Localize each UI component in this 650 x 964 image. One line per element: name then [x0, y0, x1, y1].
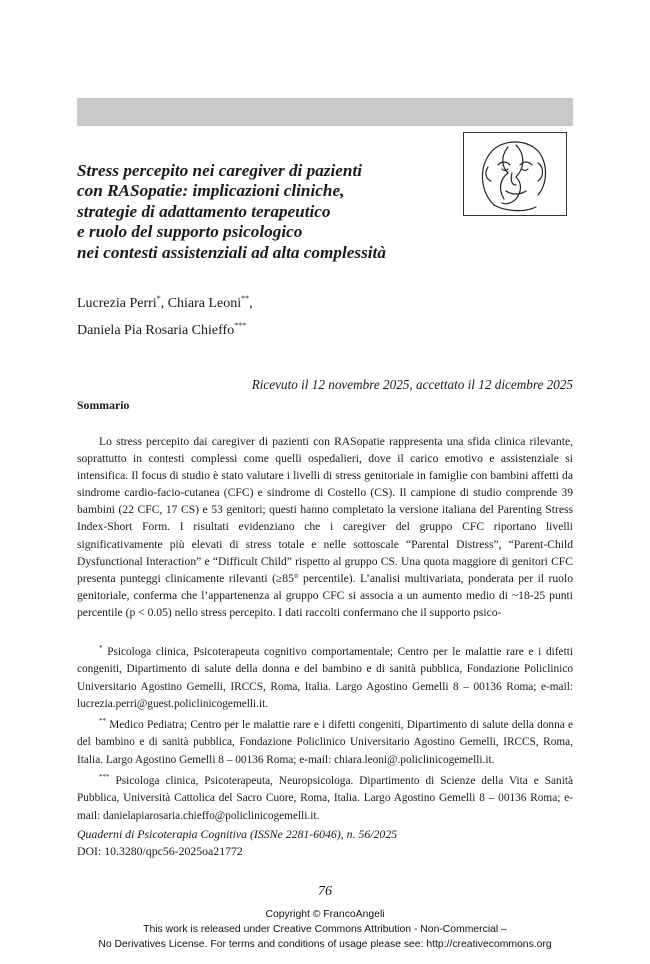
title-line: strategie di adattamento terapeutico [77, 201, 331, 221]
article-title [77, 161, 457, 263]
license-line: No Derivatives License. For terms and conditions of usage please see: http://creativecommons.org [98, 939, 552, 951]
author-name: Lucrezia Perri [77, 296, 157, 311]
footnote-mark: ** [241, 294, 250, 303]
footnote-mark: * [99, 644, 103, 652]
license-line: This work is released under Creative Commons Attribution - Non-Commercial – [143, 924, 507, 936]
footnote-mark: ** [99, 717, 106, 726]
journal-info [77, 826, 573, 860]
footnote-mark: * [156, 294, 161, 303]
abstract-body [77, 433, 573, 621]
footnote [77, 769, 573, 825]
header-band [77, 98, 573, 126]
author-list [77, 288, 477, 342]
author-name: Chiara Leoni [167, 296, 242, 311]
author-name: Daniela Pia Rosaria Chieffo [77, 323, 235, 338]
journal-name: Quaderni di Psicoterapia Cognitiva (ISSNe 2281-6046), n. 56/2025 [77, 827, 398, 841]
page-number: 76 [318, 884, 332, 899]
abstract-paragraph: Lo stress percepito dai caregiver di pazienti con RASopatie rappresenta una sfida clinica rilevante, soprattutto in contesti complessi come quelli ospedalieri, dove il carico emotivo e assistenziale si intensifica. Il focus di studio è stato valutare i livelli di stress genitoriale in famiglie con bambini affetti da sindrome cardio-facio-cutanea (CFC) e sindrome di Costello (CS). Il campione di studio comprende 39 bambini (22 CFC, 17 CS) e 53 genitori; questi hanno completato la versione italiana del Parenting Stress Index-Short Form. I risultati evidenziano che i caregiver del gruppo CFC riportano livelli significativamente più elevati di stress totale e nelle sottoscale “Parental Distress”, “Parent-Child Dysfunctional Interaction” e “Difficult Child” rispetto al gruppo CS. Una quota maggiore di genitori CFC presenta punteggi clinicamente rilevanti (≥85° percentile). L’analisi multivariata, ponderata per il ruolo genitoriale, conferma che l’appartenenza al gruppo CFC si associa a un aumento medio di ~18-25 punti percentile (p < 0.05) nello stress percepito. I dati raccolti confermano che il supporto psico- [77, 435, 573, 619]
author-line-1 [77, 288, 477, 315]
footnote-text: Psicologa clinica, Psicoterapeuta, Neuropsicologa. Dipartimento di Scienze della Vita e Sanità Pubblica, Università Cattolica del Sacro Cuore, Roma, Italia. Largo Agostino Gemelli 8 – 00136 Roma; e-mail: danielapiarosaria.chieffo@policlinicogemelli.it. [77, 775, 573, 822]
title-line: e ruolo del supporto psicologico [77, 222, 303, 242]
author-separator: , [160, 296, 168, 311]
footnote-text: Psicologa clinica, Psicoterapeuta cognitivo comportamentale; Centro per le malattie rare e i difetti congeniti, Dipartimento di salute della donna e del bambino e di sanità pubblica, Fondazione Policlinico Universitario Agostino Gemelli, IRCCS, Roma, Italia. Largo Agostino Gemelli 8 – 00136 Roma; e-mail: lucrezia.perri@guest.policlinicogemelli.it. [77, 646, 573, 710]
author-separator: , [249, 296, 253, 311]
title-line: con RASopatie: implicazioni cliniche, [77, 181, 345, 201]
footnote [77, 640, 573, 713]
doi: DOI: 10.3280/qpc56-2025oa21772 [77, 844, 243, 858]
author-line-2 [77, 315, 477, 342]
received-date: Ricevuto il 12 novembre 2025, accettato il 12 dicembre 2025 [251, 377, 573, 392]
footnote [77, 713, 573, 769]
footnotes [77, 640, 573, 825]
footnote-text: Medico Pediatra; Centro per le malattie rare e i difetti congeniti, Dipartimento di salute della donna e del bambino e di sanità pubblica, Fondazione Policlinico Universitario Agostino Gemelli, IRCCS, Roma, Italia. Largo Agostino Gemelli 8 – 00136 Roma; e-mail: chiara.leoni@.policlinicogemelli.it. [77, 719, 573, 766]
title-line: Stress percepito nei caregiver di pazienti [77, 161, 362, 180]
line-drawing-face-icon [463, 132, 567, 216]
license-notice [0, 907, 650, 953]
footnote-mark: *** [99, 773, 110, 782]
section-heading: Sommario [77, 398, 130, 412]
license-line: Copyright © FrancoAngeli [265, 909, 385, 920]
footnote-mark: *** [234, 321, 247, 330]
title-line: nei contesti assistenziali ad alta complessità [77, 242, 386, 262]
